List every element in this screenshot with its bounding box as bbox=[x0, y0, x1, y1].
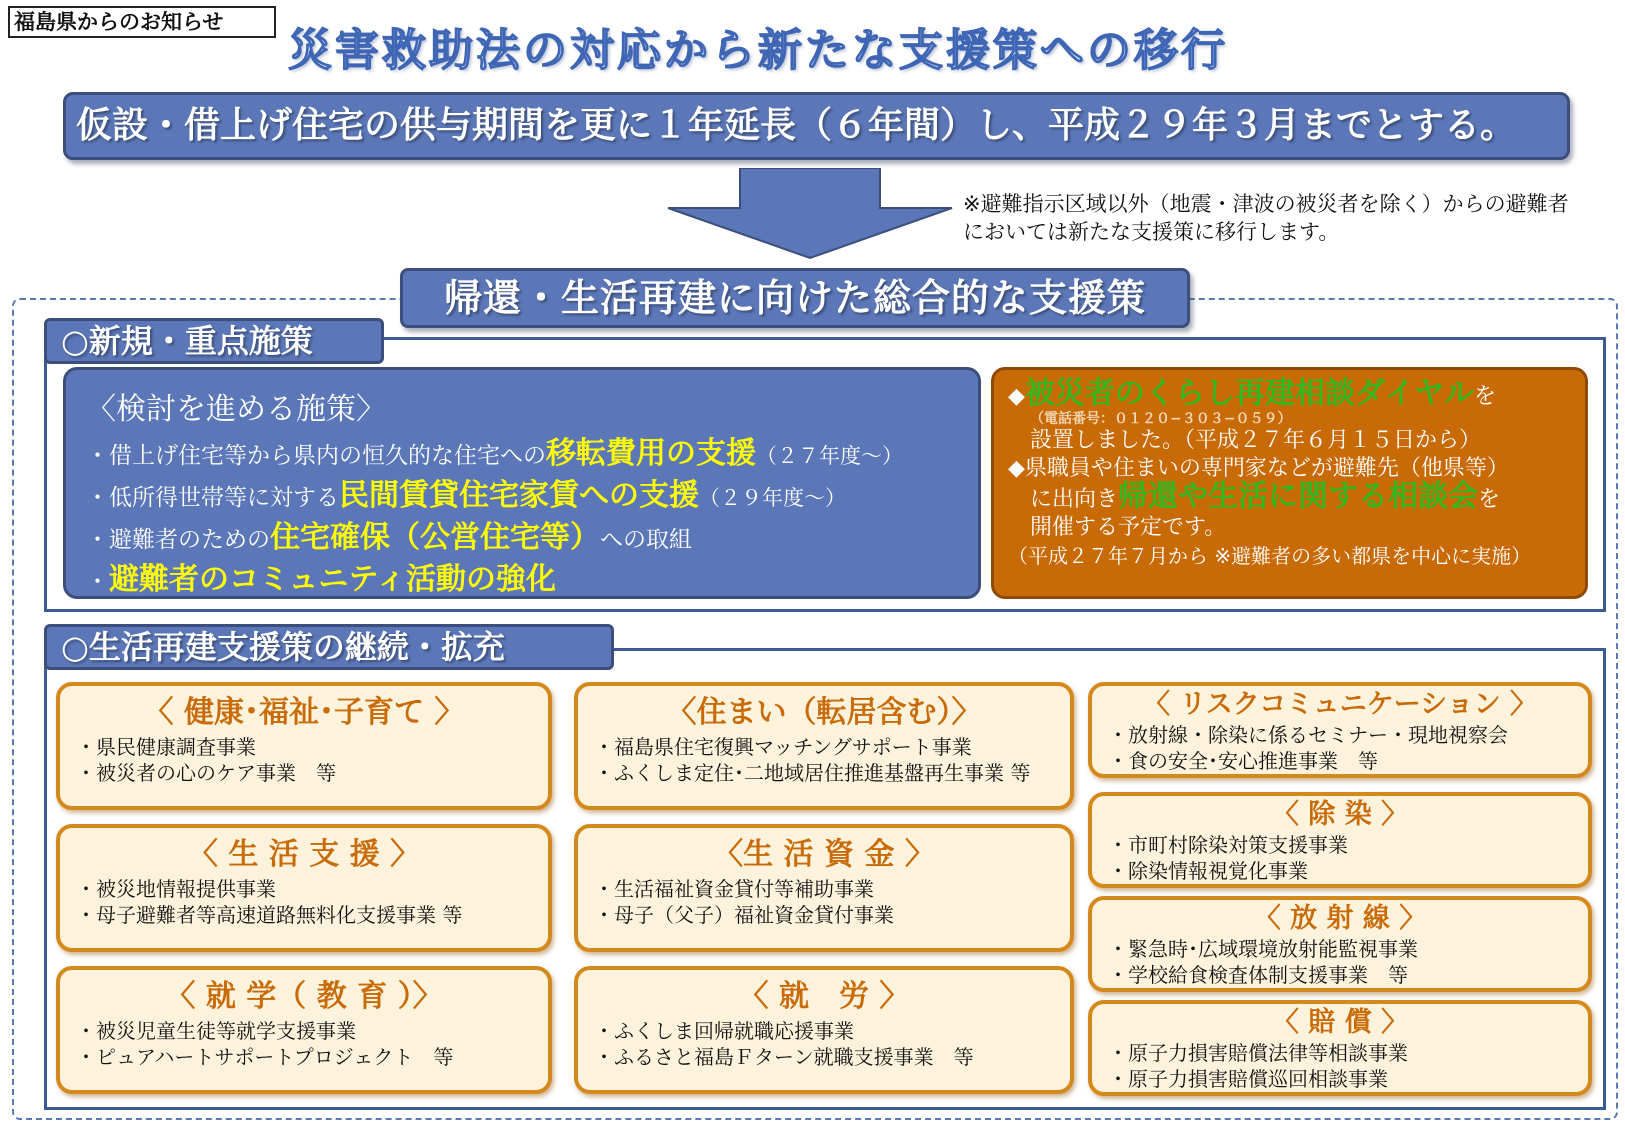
card-item: ・緊急時･広域環境放射能監視事業 bbox=[1108, 937, 1418, 961]
card-title: 〈 リスクコミュニケーション 〉 bbox=[1142, 689, 1538, 720]
card-item: ・県民健康調査事業 bbox=[76, 735, 256, 759]
extension-banner: 仮設・借上げ住宅の供与期間を更に１年延長（６年間）し、平成２９年３月までとする。 bbox=[63, 92, 1570, 160]
card-risk-communication bbox=[1088, 682, 1592, 778]
measure-highlight: 避難者のコミュニティ活動の強化 bbox=[109, 562, 556, 597]
measure-row-community bbox=[86, 560, 958, 602]
notice-tag: 福島県からのお知らせ bbox=[8, 6, 276, 38]
card-employment bbox=[574, 966, 1074, 1094]
measure-highlight: 移転費用の支援 bbox=[546, 436, 756, 471]
card-item: ・被災児童生徒等就学支援事業 bbox=[76, 1019, 356, 1043]
comprehensive-support-title: 帰還・生活再建に向けた総合的な支援策 bbox=[400, 268, 1190, 328]
card-item: ・ピュアハートサポートプロジェクト 等 bbox=[76, 1045, 454, 1069]
card-item: ・放射線・除染に係るセミナー・現地視察会 bbox=[1108, 723, 1508, 747]
card-title: 〈 就 学（ 教 育 ）〉 bbox=[165, 979, 443, 1014]
measure-text: ・借上げ住宅等から県内の恒久的な住宅への bbox=[86, 443, 546, 469]
consultation-text: に出向き bbox=[1030, 487, 1119, 512]
measure-row-housing bbox=[86, 518, 958, 560]
measures-under-review-box bbox=[63, 367, 981, 599]
card-item: ・学校給食検査体制支援事業 等 bbox=[1108, 963, 1408, 987]
card-title: 〈 放 射 線 〉 bbox=[1253, 903, 1427, 934]
transition-note: ※避難指示区域以外（地震・津波の被災者を除く）からの避難者においては新たな支援策に移行します。 bbox=[963, 192, 1569, 244]
consultation-text: を bbox=[1478, 487, 1501, 512]
card-decontamination bbox=[1088, 792, 1592, 888]
card-title: 〈 就 労 〉 bbox=[738, 979, 910, 1014]
consultation-line-1 bbox=[1008, 376, 1571, 411]
card-item: ・福島県住宅復興マッチングサポート事業 bbox=[594, 735, 972, 759]
continuation-label: ○生活再建支援策の継続・拡充 bbox=[44, 624, 614, 670]
consultation-line-2: 設置しました。（平成２７年６月１５日から） bbox=[1030, 428, 1482, 453]
card-compensation bbox=[1088, 1000, 1592, 1096]
consultation-box bbox=[991, 367, 1588, 599]
card-item: ・原子力損害賠償巡回相談事業 bbox=[1108, 1067, 1388, 1091]
consultation-line-6: （平成２７年７月から ※避難者の多い都県を中心に実施） bbox=[1008, 544, 1532, 568]
card-item: ・ふるさと福島Ｆターン就職支援事業 等 bbox=[594, 1045, 974, 1069]
hotline-highlight: 被災者のくらし再建相談ダイヤル bbox=[1024, 376, 1475, 411]
card-title: 〈 除 染 〉 bbox=[1271, 799, 1409, 830]
hotline-phone-number: （電話番号：０１２０−３０３−０５９） bbox=[1030, 411, 1292, 427]
measure-period: （２７年度〜） bbox=[756, 444, 903, 468]
card-item: ・母子（父子）福祉資金貸付事業 bbox=[594, 903, 894, 927]
measure-row-rent bbox=[86, 476, 958, 518]
card-health-welfare bbox=[56, 682, 552, 810]
measures-under-review-title: 〈検討を進める施策〉 bbox=[86, 392, 386, 427]
card-title: 〈生 活 資 金 〉 bbox=[713, 837, 935, 872]
card-living-funds bbox=[574, 824, 1074, 952]
card-education bbox=[56, 966, 552, 1094]
card-radiation bbox=[1088, 896, 1592, 992]
card-item: ・生活福祉資金貸付等補助事業 bbox=[594, 877, 874, 901]
card-title: 〈 賠 償 〉 bbox=[1271, 1007, 1409, 1038]
diamond-bullet-icon: ◆ bbox=[1008, 384, 1025, 409]
consultation-text: を bbox=[1474, 384, 1497, 409]
card-item: ・市町村除染対策支援事業 bbox=[1108, 833, 1348, 857]
page-title: 災害救助法の対応から新たな支援策への移行 bbox=[288, 25, 1228, 76]
consultation-line-4 bbox=[1008, 479, 1571, 514]
down-arrow-icon bbox=[660, 168, 960, 260]
card-item: ・ふくしま回帰就職応援事業 bbox=[594, 1019, 854, 1043]
card-item: ・原子力損害賠償法律等相談事業 bbox=[1108, 1041, 1408, 1065]
card-item: ・除染情報視覚化事業 bbox=[1108, 859, 1308, 883]
consultation-highlight: 帰還や生活に関する相談会 bbox=[1118, 479, 1479, 514]
measure-text: ・低所得世帯等に対する bbox=[86, 485, 339, 511]
card-living-support bbox=[56, 824, 552, 952]
measure-highlight: 住宅確保（公営住宅等） bbox=[270, 520, 600, 555]
measure-text: ・ bbox=[86, 569, 109, 595]
measure-row-relocation bbox=[86, 434, 958, 476]
card-title: 〈 生 活 支 援 〉 bbox=[187, 837, 421, 872]
card-item: ・ふくしま定住･二地域居住推進基盤再生事業 等 bbox=[594, 761, 1031, 785]
card-item: ・母子避難者等高速道路無料化支援事業 等 bbox=[76, 903, 463, 927]
card-item: ・被災者の心のケア事業 等 bbox=[76, 761, 336, 785]
new-priority-label: ○新規・重点施策 bbox=[44, 318, 384, 364]
measure-text: ・避難者のための bbox=[86, 527, 270, 553]
card-housing bbox=[574, 682, 1074, 810]
card-title: 〈 健康･福祉･子育て 〉 bbox=[143, 695, 465, 730]
consultation-line-5: 開催する予定です。 bbox=[1030, 515, 1227, 540]
card-title: 〈住まい（転居含む）〉 bbox=[666, 695, 982, 730]
measure-period: （２９年度〜） bbox=[699, 486, 846, 510]
consultation-line-3: ◆県職員や住まいの専門家などが避難先（他県等） bbox=[1008, 456, 1509, 481]
card-item: ・食の安全･安心推進事業 等 bbox=[1108, 749, 1378, 773]
measure-text: への取組 bbox=[600, 527, 692, 553]
card-item: ・被災地情報提供事業 bbox=[76, 877, 276, 901]
measure-highlight: 民間賃貸住宅家賃への支援 bbox=[339, 478, 699, 513]
